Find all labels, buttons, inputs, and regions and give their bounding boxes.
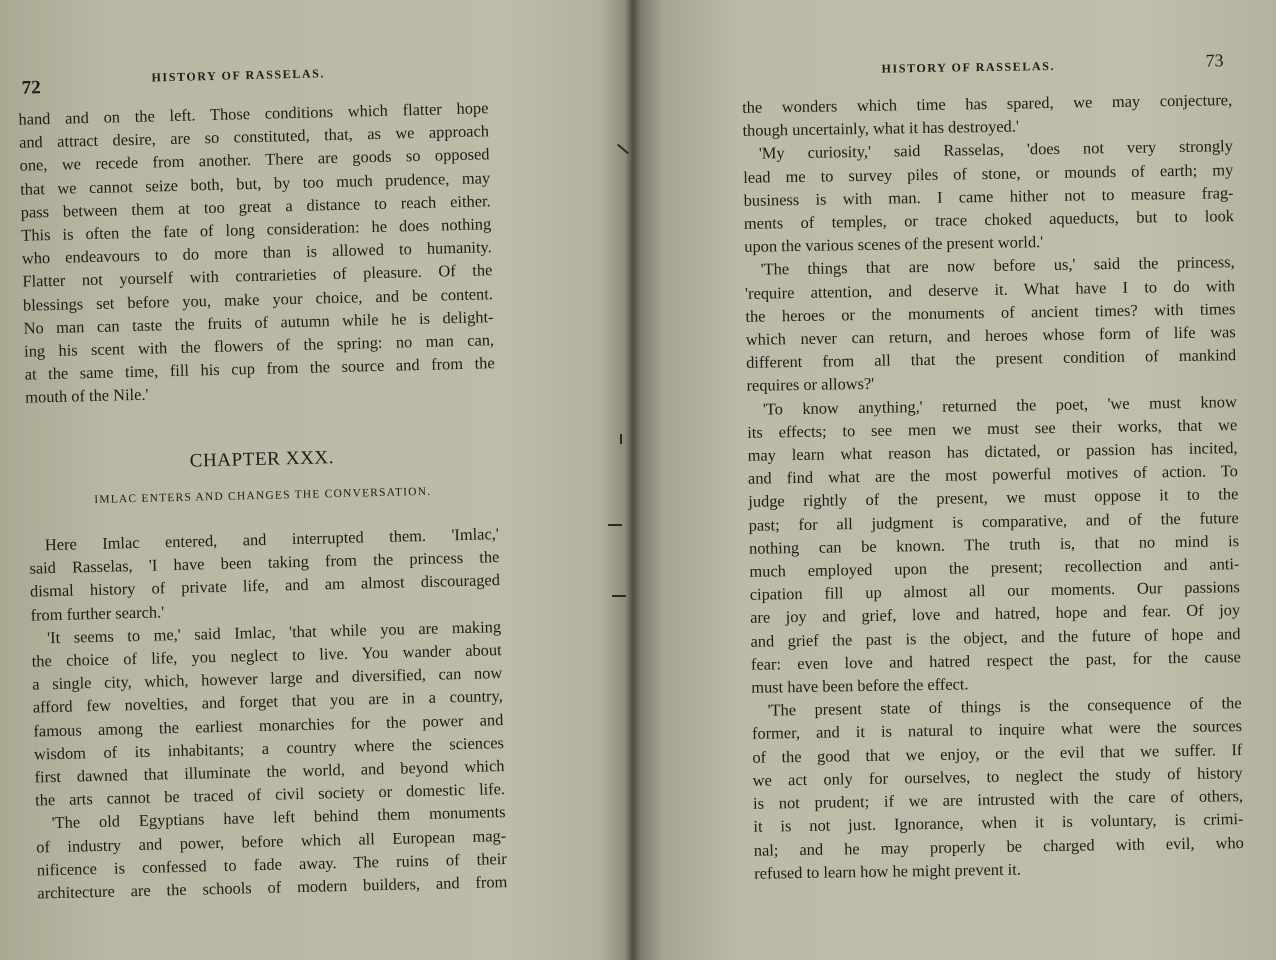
right-page-body xyxy=(742,88,1244,885)
text-line: 'The present state of things is the consequence of the xyxy=(767,693,1242,720)
paragraph xyxy=(31,615,505,812)
paragraph xyxy=(747,390,1242,699)
text-line: the choice of life, you neglect to live. You wander about xyxy=(31,640,502,671)
running-title: HISTORY OF RASSELAS. xyxy=(151,66,326,85)
text-line: afford few novelties, and forget that you are in a country, xyxy=(32,686,503,718)
text-line: and find what are the most powerful motives of action. To xyxy=(747,461,1239,489)
text-line: lead me to survey piles of stone, or mounds of earth; my xyxy=(743,159,1234,187)
left-page xyxy=(16,0,509,960)
text-line: we act only for ourselves, to neglect the study of history xyxy=(752,762,1243,790)
text-line: mouth of the Nile.' xyxy=(25,385,149,408)
text-line: nificence is confessed to fade away. The ruins of their xyxy=(36,848,507,880)
text-line: it is not just. Ignorance, when it is voluntary, is crimi- xyxy=(753,809,1244,837)
text-line: famous among the earliest monarchies for the power and xyxy=(33,709,504,741)
text-line: No man can taste the fruits of autumn while he is delight- xyxy=(23,307,494,338)
paragraph xyxy=(18,96,495,409)
text-line: and grief the past is the object, and the future of hope and xyxy=(750,623,1241,651)
text-line: architecture are the schools of modern builders, and from xyxy=(37,872,508,903)
text-line: former, and it is natural to inquire what were the sources xyxy=(751,716,1243,744)
text-line: a single city, which, however large and diversified, can now xyxy=(32,663,503,694)
text-line: cipation fill up almost all our moments. Our passions xyxy=(749,577,1240,605)
page-number: 72 xyxy=(21,77,41,99)
text-line: nal; and he may properly be charged with evil, who xyxy=(753,832,1244,860)
text-line: 'My curiosity,' said Rasselas, 'does not very strongly xyxy=(758,136,1233,163)
text-line: 'To know anything,' returned the poet, 'we must know xyxy=(762,391,1237,419)
text-line: ing his scent with the flowers of the spring: no man can, xyxy=(23,330,495,361)
left-page-body xyxy=(18,96,507,905)
running-title: HISTORY OF RASSELAS. xyxy=(881,58,1056,76)
text-line: at the same time, fill his cup from the source and from the xyxy=(24,353,495,384)
text-line: from further search.' xyxy=(30,601,165,625)
text-line: different from all that the present condition of mankind xyxy=(746,345,1237,373)
chapter-subtitle: IMLAC ENTERS AND CHANGES THE CONVERSATION. xyxy=(94,485,432,506)
paragraph xyxy=(35,801,507,905)
text-line: fear: even love and hatred respect the past, for the cause xyxy=(750,646,1241,674)
right-page-header xyxy=(741,50,1232,110)
gutter-ink-mark xyxy=(617,144,629,155)
text-line: must have been before the effect. xyxy=(751,674,969,697)
text-line: first dawned that illuminate the world, and beyond which xyxy=(34,756,505,787)
text-line: of the good that we enjoy, or the evil that we suffer. If xyxy=(752,739,1243,767)
gutter-ink-mark xyxy=(608,524,622,526)
paragraph xyxy=(745,251,1237,398)
text-line: are joy and grief, love and hatred, hope and fear. Of joy xyxy=(750,600,1241,628)
text-line: requires or allows?' xyxy=(746,374,875,396)
text-line: past; for all judgment is comparative, and of the future xyxy=(748,507,1239,535)
text-line: dismal history of private life, and am almost discouraged xyxy=(29,570,501,602)
text-line: judge rightly of the present, we must oppose it to the xyxy=(748,484,1239,512)
page-number: 73 xyxy=(1205,50,1224,71)
text-line: is not prudent; if we are intrusted with the care of others, xyxy=(752,786,1244,813)
text-line: nothing can be known. The truth is, that no mind is xyxy=(748,530,1240,558)
text-line: upon the various scenes of the present world.' xyxy=(744,232,1044,257)
right-page xyxy=(741,0,1246,960)
text-line: though uncertainly, what it has destroyed.' xyxy=(742,116,1020,141)
text-line: its effects; to see men we must see their works, that we xyxy=(747,414,1238,442)
text-line: ments of temples, or trace choked aqueducts, but to look xyxy=(743,206,1235,233)
text-line: the arts cannot be traced of civil society or domestic life. xyxy=(34,779,506,810)
text-line: Here Imlac entered, and interrupted them. 'Imlac,' xyxy=(44,524,499,555)
text-line: of industry and power, before which all European mag- xyxy=(36,825,507,857)
text-line: one, we recede from another. There are goods so opposed xyxy=(19,144,490,176)
text-line: which never can return, and heroes whose form of life was xyxy=(745,322,1236,349)
text-line: 'require attention, and deserve it. What have I to do with xyxy=(744,275,1236,303)
text-line: the heroes or the monuments of ancient times? with times xyxy=(745,298,1236,326)
paragraph xyxy=(29,522,501,626)
text-line: that we cannot seize both, but, by too much prudence, may xyxy=(19,167,491,199)
text-line: the wonders which time has spared, we may conjecture, xyxy=(741,90,1233,117)
text-line: 'The things that are now before us,' said the princess, xyxy=(760,252,1235,279)
text-line: 'It seems to me,' said Imlac, 'that while you are making xyxy=(46,616,502,648)
paragraph xyxy=(743,135,1235,259)
text-line: hand and on the left. Those conditions which flatter hope xyxy=(18,98,489,129)
paragraph xyxy=(751,691,1244,884)
chapter-title: CHAPTER XXX. xyxy=(189,446,335,472)
text-line: pass between them at too great a distance to reach either. xyxy=(20,191,491,222)
text-line: and attract desire, are so constituted, that, as we approach xyxy=(18,121,490,152)
text-line: who endeavours to do more than is allowed to humanity. xyxy=(21,237,492,268)
text-line: refused to learn how he might prevent it. xyxy=(754,859,1022,883)
text-line: Flatter not yourself with contrarieties of pleasure. Of the xyxy=(22,260,493,292)
text-line: may learn what reason has dictated, or passion has incited, xyxy=(747,438,1238,465)
text-line: blessings set before you, make your choice, and be content. xyxy=(22,283,494,315)
text-line: wisdom of its inhabitants; a country where the sciences xyxy=(33,732,505,764)
text-line: This is often the fate of long consideration: he does nothing xyxy=(21,214,492,245)
gutter-ink-mark xyxy=(620,434,622,444)
text-line: business is with man. I came hither not to measure frag- xyxy=(743,182,1234,210)
text-line: said Rasselas, 'I have been taking from the princess the xyxy=(29,547,500,578)
text-line: 'The old Egyptians have left behind them monuments xyxy=(51,802,506,833)
text-line: much employed upon the present; recollection and anti- xyxy=(749,554,1240,581)
gutter-ink-mark xyxy=(612,595,626,597)
